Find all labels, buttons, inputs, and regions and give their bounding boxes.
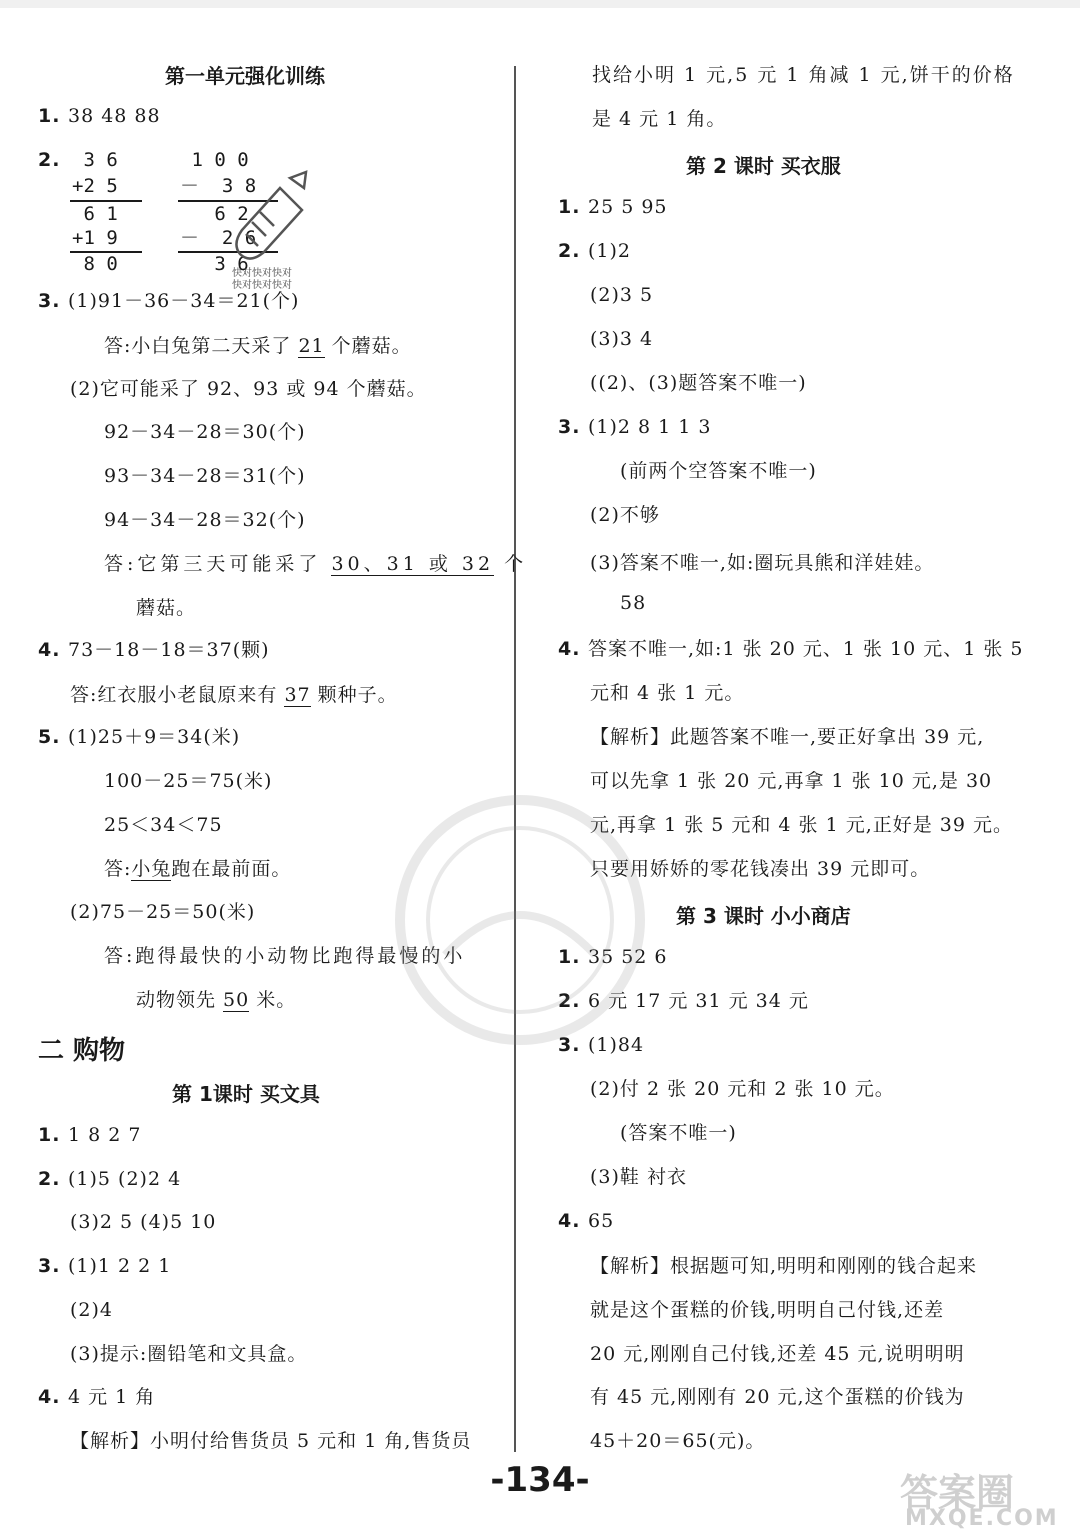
stamp-text: 快对快对快对 快对快对快对 <box>232 268 292 291</box>
answer-line: 答:它第三天可能采了 30、31 或 32 个 <box>104 553 528 575</box>
answer-line: 2. (1)5 (2)2 4 <box>38 1168 182 1190</box>
answer-line: 【解析】小明付给售货员 5 元和 1 角,售货员 <box>70 1430 472 1452</box>
lesson-title-1: 第 1课时 买文具 <box>172 1082 320 1106</box>
answer-line: (2)75－25＝50(米) <box>70 901 256 923</box>
answer-line: 4. 73－18－18＝37(颗) <box>38 639 270 661</box>
stamp-mark-icon <box>220 160 320 280</box>
answer-line: 元,再拿 1 张 5 元和 4 张 1 元,正好是 39 元。 <box>590 814 1014 836</box>
answer-line: 元和 4 张 1 元。 <box>590 682 745 704</box>
answer-line: 【解析】根据题可知,明明和刚刚的钱合起来 <box>590 1255 978 1277</box>
lesson-title-2: 第 2 课时 买衣服 <box>686 154 841 178</box>
answer-line: (2)它可能采了 92、93 或 94 个蘑菇。 <box>70 378 427 400</box>
answer-line: (3)提示:圈铅笔和文具盒。 <box>70 1343 308 1365</box>
answer-line: 58 <box>620 592 647 614</box>
column-divider <box>514 66 516 1452</box>
answer-line: (2)付 2 张 20 元和 2 张 10 元。 <box>590 1078 895 1100</box>
corner-watermark-url: MXQE.COM <box>905 1506 1059 1531</box>
answer-line: 1. 35 52 6 <box>558 946 668 968</box>
lesson-title-3: 第 3 课时 小小商店 <box>676 904 851 928</box>
page-number: -134- <box>490 1460 590 1500</box>
answer-line: 25＜34＜75 <box>104 814 223 836</box>
answer-line: (2)不够 <box>590 504 660 526</box>
answer-line: 5. (1)25＋9＝34(米) <box>38 726 241 748</box>
answer-line: 3. (1)91－36－34＝21(个) <box>38 290 300 312</box>
answer-line: ((2)、(3)题答案不唯一) <box>590 372 807 394</box>
answer-line: 93－34－28＝31(个) <box>104 465 306 487</box>
answer-line: 可以先拿 1 张 20 元,再拿 1 张 10 元,是 30 <box>590 770 993 792</box>
answer-line: 1. 38 48 88 <box>38 105 161 127</box>
section-title-shopping: 二 购物 <box>38 1036 126 1066</box>
answer-line: 3. (1)2 8 1 1 3 <box>558 416 712 438</box>
answer-line: 找给小明 1 元,5 元 1 角减 1 元,饼干的价格 <box>592 64 1015 86</box>
answer-line: 【解析】此题答案不唯一,要正好拿出 39 元, <box>590 726 985 748</box>
answer-line: 答:跑得最快的小动物比跑得最慢的小 <box>104 945 466 967</box>
answer-line: 动物领先 50 米。 <box>136 989 297 1011</box>
answer-line: 有 45 元,刚刚有 20 元,这个蛋糕的价钱为 <box>590 1386 965 1408</box>
answer-line: (2)3 5 <box>590 284 654 306</box>
answer-line: 4. 答案不唯一,如:1 张 20 元、1 张 10 元、1 张 5 <box>558 638 1024 660</box>
answer-line: 答:小白兔第二天采了 21 个蘑菇。 <box>104 335 412 357</box>
answer-line: 只要用娇娇的零花钱凑出 39 元即可。 <box>590 858 931 880</box>
answer-line: 蘑菇。 <box>136 597 197 619</box>
answer-line: 答:小兔跑在最前面。 <box>104 858 292 880</box>
answer-line: 92－34－28＝30(个) <box>104 421 306 443</box>
answer-line: 1. 25 5 95 <box>558 196 668 218</box>
answer-line: (答案不唯一) <box>620 1122 737 1144</box>
watermark-logo-icon <box>385 785 655 1055</box>
corner-watermark: 答案圈 <box>900 1471 1015 1515</box>
answer-line: 100－25＝75(米) <box>104 770 273 792</box>
answer-line: 2. <box>38 149 61 171</box>
answer-line: (3)2 5 (4)5 10 <box>70 1211 217 1233</box>
answer-line: (3)3 4 <box>590 328 654 350</box>
answer-line: 答:红衣服小老鼠原来有 37 颗种子。 <box>70 684 398 706</box>
section-title-unit1: 第一单元强化训练 <box>165 64 325 88</box>
answer-line: (2)4 <box>70 1299 114 1321</box>
answer-line: 4. 65 <box>558 1210 615 1232</box>
answer-line: 1. 1 8 2 7 <box>38 1124 142 1146</box>
answer-line: 3. (1)84 <box>558 1034 645 1056</box>
answer-line: 4. 4 元 1 角 <box>38 1386 156 1408</box>
answer-line: 2. 6 元 17 元 31 元 34 元 <box>558 990 809 1012</box>
answer-line: 3. (1)1 2 2 1 <box>38 1255 172 1277</box>
answer-line: 20 元,刚刚自己付钱,还差 45 元,说明明明 <box>590 1343 965 1365</box>
answer-line: (前两个空答案不唯一) <box>620 460 817 482</box>
answer-line: 2. (1)2 <box>558 240 632 262</box>
top-edge <box>0 0 1080 8</box>
answer-line: (3)答案不唯一,如:圈玩具熊和洋娃娃。 <box>590 552 935 574</box>
answer-line: (3)鞋 衬衣 <box>590 1166 687 1188</box>
answer-line: 94－34－28＝32(个) <box>104 509 306 531</box>
answer-line: 45＋20＝65(元)。 <box>590 1430 766 1452</box>
answer-line: 就是这个蛋糕的价钱,明明自己付钱,还差 <box>590 1299 945 1321</box>
answer-line: 是 4 元 1 角。 <box>592 108 727 130</box>
